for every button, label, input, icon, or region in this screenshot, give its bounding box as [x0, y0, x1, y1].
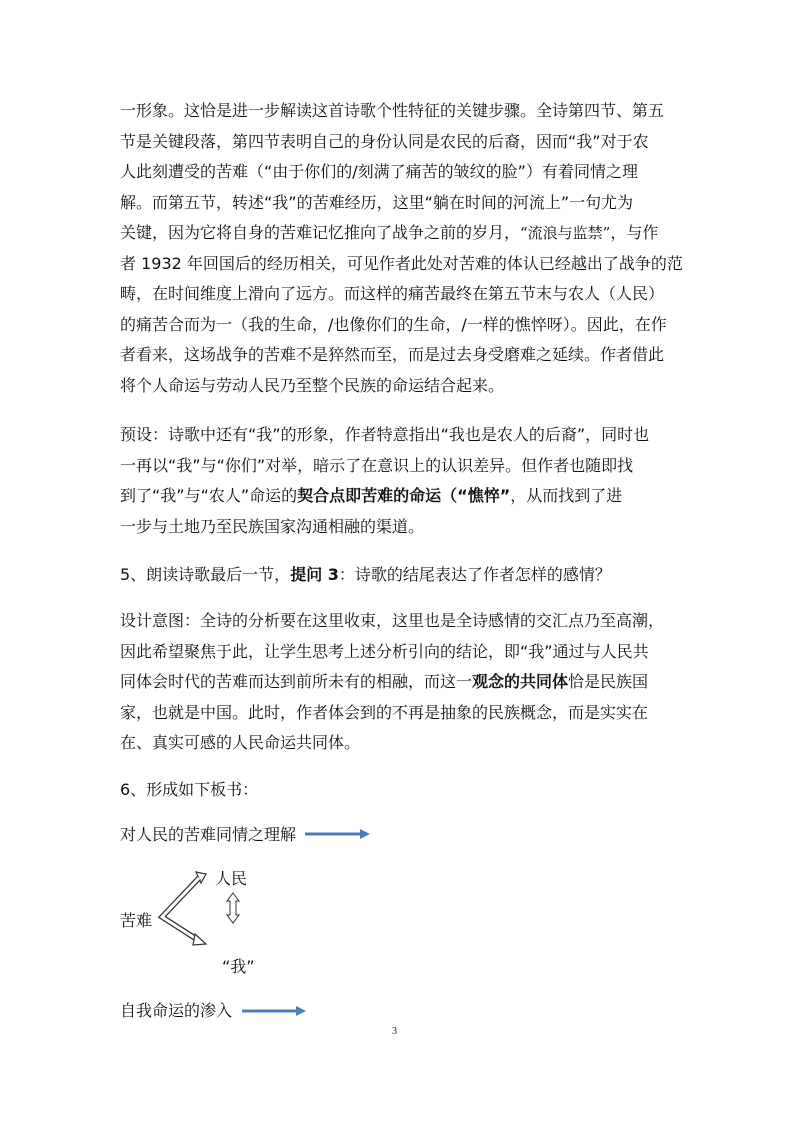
text-line: 节是关键段落，第四节表明自己的身份认同是农民的后裔，因而“我”对于农: [120, 131, 649, 151]
chevron-arrows-icon: [162, 872, 206, 945]
text-line: [120, 667, 680, 698]
board-line-self-fate: 自我命运的渗入: [120, 1001, 233, 1020]
text-line: 者 1932 年回国后的经历相关，可见作者此处对苦难的体认已经越出了战争的范: [120, 253, 683, 273]
board-label-me: “我”: [222, 957, 255, 976]
text-line: 预设：诗歌中还有“我”的形象，作者特意指出“我也是农人的后裔”，同时也: [120, 425, 650, 444]
text-line: 设计意图：全诗的分析要在这里收束，这里也是全诗感情的交汇点乃至高潮，: [120, 611, 665, 630]
text-line: 解。而第五节，转述“我”的苦难经历，这里“躺在时间的河流上”一句尤为: [120, 192, 634, 212]
text-line: 家，也就是中国。此时，作者体会到的不再是抽象的民族概念，而是实实在: [120, 702, 649, 722]
paragraph-step-6: [120, 775, 680, 806]
text-segment: 到了“我”与“农人”命运的: [120, 486, 298, 505]
text-line: [120, 560, 680, 591]
text-segment: ，与作: [610, 223, 659, 242]
text-line: [120, 481, 680, 512]
right-arrow-icon: [305, 829, 370, 839]
text-line: 的痛苦合而为一（我的生命，/也像你们的生命，/一样的憔悴呀）。因此，在作: [120, 314, 667, 334]
text-segment: 关键，因为它将自身的苦难记忆推向了战争之前的岁月，: [120, 223, 521, 242]
text-line: 畴，在时间维度上滑向了远方。而这样的痛苦最终在第五节末与农人（人民）: [120, 284, 665, 303]
bold-phrase: 观念的共同体: [472, 672, 569, 691]
text-segment: ，从而找到了进: [510, 486, 623, 505]
double-arrow-icon: [227, 893, 239, 923]
text-segment: 5、朗读诗歌最后一节，: [120, 565, 291, 584]
board-label-people: 人民: [215, 869, 248, 888]
paragraph-design-intent: [120, 606, 680, 759]
paragraph-step-5: [120, 560, 680, 591]
right-arrow-icon: [242, 1006, 306, 1016]
paragraph-preset: [120, 420, 680, 542]
text-line: 在、真实可感的人民命运共同体。: [120, 733, 361, 752]
text-line: 人此刻遭受的苦难（“由于你们的/刻满了痛苦的皱纹的脸”）有着同情之理: [120, 162, 638, 181]
text-line: [120, 218, 680, 249]
question-label: 提问 3: [290, 565, 339, 584]
text-line: 因此希望聚焦于此，让学生思考上述分析引向的结论，即“我”通过与人民共: [120, 641, 649, 661]
text-segment: 同体会时代的苦难而达到前所未有的相融，而这一: [120, 672, 473, 691]
text-segment: 恰是民族国: [568, 672, 649, 691]
paragraph-analysis: [120, 96, 683, 401]
text-line: 将个人命运与劳动人民乃至整个民族的命运结合起来。: [120, 375, 505, 395]
quoted-phrase: “流浪与监禁”: [520, 224, 611, 242]
text-line: 者看来，这场战争的苦难不是猝然而至，而是过去身受磨难之延续。作者借此: [120, 345, 665, 364]
page-number: 3: [392, 1026, 397, 1037]
text-segment: ：诗歌的结尾表达了作者怎样的感情？: [338, 565, 611, 584]
bold-phrase: 契合点即苦难的命运（“憔悴”: [297, 486, 511, 505]
text-line: 一再以“我”与“你们”对举，暗示了在意识上的认识差异。但作者也随即找: [120, 455, 634, 475]
board-line-sympathy: 对人民的苦难同情之理解: [120, 825, 297, 844]
board-label-suffering: 苦难: [120, 911, 153, 930]
text-line: 一步与土地乃至民族国家沟通相融的渠道。: [120, 516, 425, 536]
text-line: 6、形成如下板书：: [120, 780, 259, 799]
text-line: 一形象。这恰是进一步解读这首诗歌个性特征的关键步骤。全诗第四节、第五: [120, 101, 665, 120]
